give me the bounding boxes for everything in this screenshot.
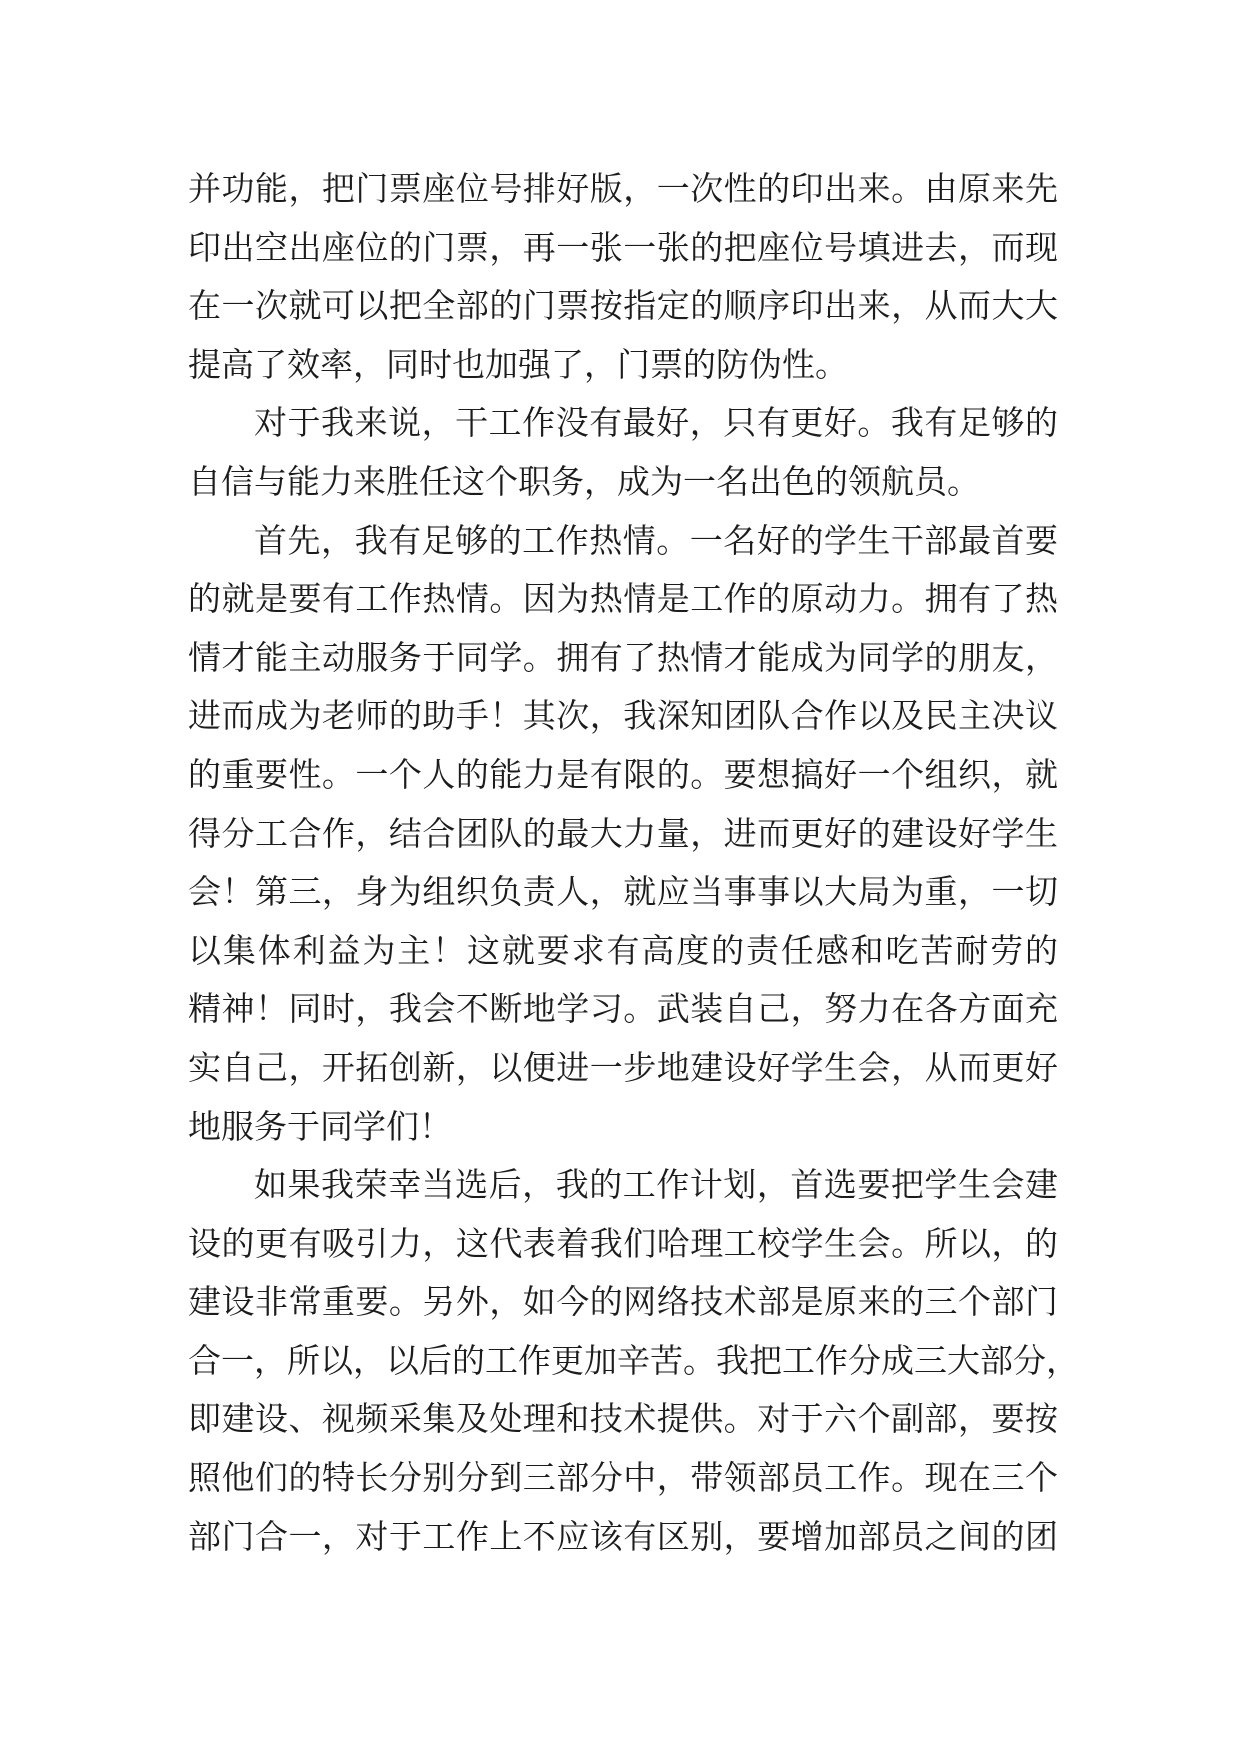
text-line: 在一次就可以把全部的门票按指定的顺序印出来，从而大大: [188, 286, 1058, 326]
text-line: 照他们的特长分别分到三部分中，带领部员工作。现在三个: [188, 1458, 1058, 1498]
text-line: 设的更有吸引力，这代表着我们哈理工校学生会。所以，的: [188, 1223, 1058, 1263]
text-line: 自信与能力来胜任这个职务，成为一名出色的领航员。: [188, 461, 980, 501]
text-line: 的重要性。一个人的能力是有限的。要想搞好一个组织，就: [188, 754, 1058, 794]
text-line: 如果我荣幸当选后，我的工作计划，首选要把学生会建: [254, 1165, 1058, 1205]
text-line: 建设非常重要。另外，如今的网络技术部是原来的三个部门: [188, 1282, 1058, 1322]
text-line: 提高了效率，同时也加强了，门票的防伪性。: [188, 344, 848, 384]
text-line: 并功能，把门票座位号排好版，一次性的印出来。由原来先: [188, 169, 1058, 208]
text-line: 的就是要有工作热情。因为热情是工作的原动力。拥有了热: [188, 579, 1058, 619]
text-line: 情才能主动服务于同学。拥有了热情才能成为同学的朋友，: [188, 637, 1058, 677]
text-line: 实自己，开拓创新，以便进一步地建设好学生会，从而更好: [188, 1047, 1058, 1087]
text-line: 进而成为老师的助手！其次，我深知团队合作以及民主决议: [188, 696, 1058, 736]
text-line: 以集体利益为主！这就要求有高度的责任感和吃苦耐劳的: [188, 930, 1058, 970]
text-line: 得分工合作，结合团队的最大力量，进而更好的建设好学生: [188, 813, 1058, 853]
text-line: 合一，所以，以后的工作更加辛苦。我把工作分成三大部分，: [188, 1340, 1079, 1380]
text-line: 地服务于同学们！: [188, 1106, 452, 1146]
text-line: 会！第三，身为组织负责人，就应当事事以大局为重，一切: [188, 872, 1058, 912]
text-line: 即建设、视频采集及处理和技术提供。对于六个副部，要按: [188, 1399, 1058, 1439]
text-line: 首先，我有足够的工作热情。一名好的学生干部最首要: [254, 520, 1058, 560]
text-line: 印出空出座位的门票，再一张一张的把座位号填进去，而现: [188, 227, 1058, 267]
body-text: [188, 160, 1079, 1566]
text-line: 部门合一，对于工作上不应该有区别，要增加部员之间的团: [188, 1516, 1058, 1556]
text-line: 精神！同时，我会不断地学习。武装自己，努力在各方面充: [188, 989, 1058, 1029]
text-line: 对于我来说，干工作没有最好，只有更好。我有足够的: [254, 403, 1058, 443]
